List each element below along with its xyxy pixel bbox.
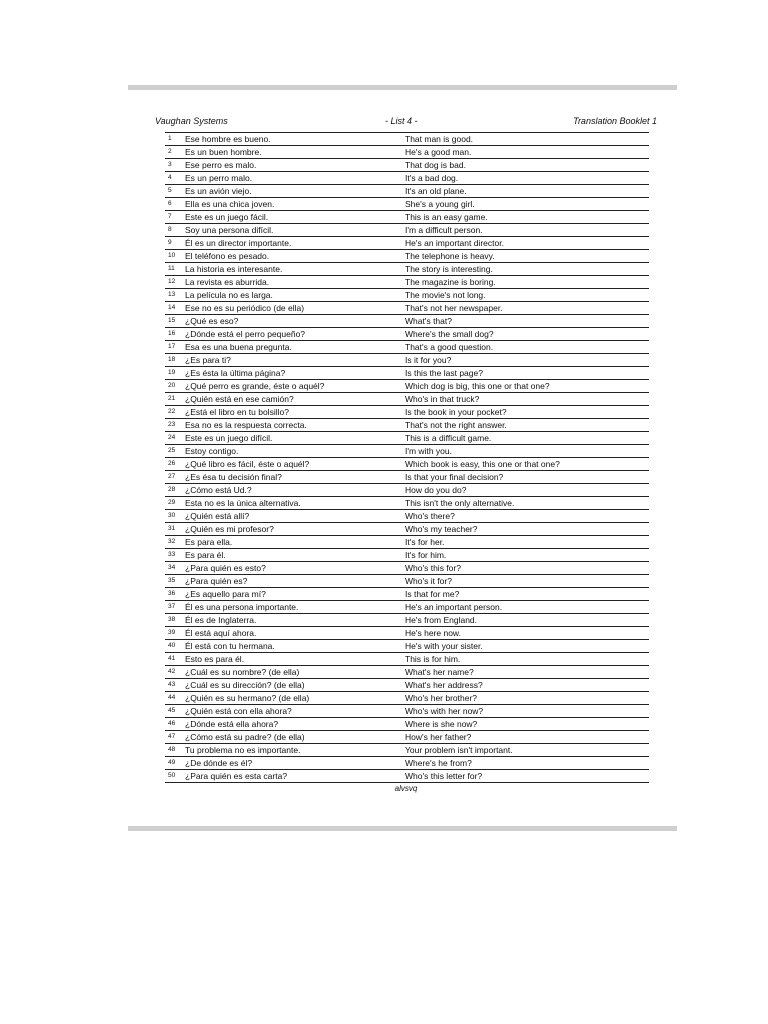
row-number: 28 [165, 484, 185, 497]
english-phrase: How's her father? [405, 731, 649, 744]
english-phrase: Is that your final decision? [405, 471, 649, 484]
english-phrase: That dog is bad. [405, 159, 649, 172]
table-row [165, 393, 649, 406]
table-row [165, 549, 649, 562]
spanish-phrase: El teléfono es pesado. [185, 250, 405, 263]
table-row [165, 562, 649, 575]
table-row [165, 627, 649, 640]
spanish-phrase: La historia es interesante. [185, 263, 405, 276]
table-row [165, 354, 649, 367]
table-row [165, 185, 649, 198]
table-row [165, 614, 649, 627]
english-phrase: He's an important director. [405, 237, 649, 250]
english-phrase: He's here now. [405, 627, 649, 640]
table-row [165, 289, 649, 302]
table-row [165, 588, 649, 601]
table-row [165, 224, 649, 237]
table-row [165, 731, 649, 744]
english-phrase: Who's in that truck? [405, 393, 649, 406]
english-phrase: Is that for me? [405, 588, 649, 601]
spanish-phrase: La revista es aburrida. [185, 276, 405, 289]
table-row [165, 770, 649, 783]
english-phrase: Who's with her now? [405, 705, 649, 718]
spanish-phrase: Esta no es la única alternativa. [185, 497, 405, 510]
english-phrase: That's not the right answer. [405, 419, 649, 432]
row-number: 42 [165, 666, 185, 679]
row-number: 3 [165, 159, 185, 172]
table-row [165, 341, 649, 354]
row-number: 26 [165, 458, 185, 471]
english-phrase: Is it for you? [405, 354, 649, 367]
spanish-phrase: Es para él. [185, 549, 405, 562]
spanish-phrase: Es para ella. [185, 536, 405, 549]
page-footer: alvsvq [394, 784, 418, 793]
row-number: 4 [165, 172, 185, 185]
document-page [155, 112, 657, 793]
english-phrase: Where is she now? [405, 718, 649, 731]
spanish-phrase: Es un buen hombre. [185, 146, 405, 159]
spanish-phrase: ¿Quién es mi profesor? [185, 523, 405, 536]
spanish-phrase: Él es de Inglaterra. [185, 614, 405, 627]
english-phrase: What's her address? [405, 679, 649, 692]
row-number: 7 [165, 211, 185, 224]
row-number: 1 [165, 133, 185, 146]
row-number: 17 [165, 341, 185, 354]
english-phrase: Which book is easy, this one or that one? [405, 458, 649, 471]
spanish-phrase: ¿Quién está en ese camión? [185, 393, 405, 406]
english-phrase: It's for him. [405, 549, 649, 562]
row-number: 27 [165, 471, 185, 484]
top-divider [128, 85, 677, 90]
row-number: 16 [165, 328, 185, 341]
english-phrase: Where's he from? [405, 757, 649, 770]
row-number: 44 [165, 692, 185, 705]
table-row [165, 679, 649, 692]
spanish-phrase: ¿Es ésa tu decisión final? [185, 471, 405, 484]
english-phrase: This is a difficult game. [405, 432, 649, 445]
table-row [165, 315, 649, 328]
spanish-phrase: ¿Quién está con ella ahora? [185, 705, 405, 718]
row-number: 41 [165, 653, 185, 666]
row-number: 14 [165, 302, 185, 315]
spanish-phrase: ¿Qué es eso? [185, 315, 405, 328]
english-phrase: The magazine is boring. [405, 276, 649, 289]
spanish-phrase: ¿Es ésta la última página? [185, 367, 405, 380]
row-number: 35 [165, 575, 185, 588]
spanish-phrase: ¿Qué libro es fácil, éste o aquél? [185, 458, 405, 471]
spanish-phrase: Él es una persona importante. [185, 601, 405, 614]
table-row [165, 419, 649, 432]
english-phrase: Who's there? [405, 510, 649, 523]
spanish-phrase: Él es un director importante. [185, 237, 405, 250]
row-number: 24 [165, 432, 185, 445]
spanish-phrase: ¿De dónde es él? [185, 757, 405, 770]
table-row [165, 159, 649, 172]
english-phrase: That's a good question. [405, 341, 649, 354]
row-number: 40 [165, 640, 185, 653]
spanish-phrase: Esa no es la respuesta correcta. [185, 419, 405, 432]
spanish-phrase: ¿Para quién es? [185, 575, 405, 588]
english-phrase: He's an important person. [405, 601, 649, 614]
english-phrase: This is for him. [405, 653, 649, 666]
row-number: 43 [165, 679, 185, 692]
spanish-phrase: ¿Dónde está el perro pequeño? [185, 328, 405, 341]
table-row [165, 263, 649, 276]
table-row [165, 198, 649, 211]
table-row [165, 666, 649, 679]
table-row [165, 718, 649, 731]
row-number: 10 [165, 250, 185, 263]
spanish-phrase: Estoy contigo. [185, 445, 405, 458]
table-row [165, 523, 649, 536]
english-phrase: It's a bad dog. [405, 172, 649, 185]
english-phrase: Who's her brother? [405, 692, 649, 705]
spanish-phrase: Ella es una chica joven. [185, 198, 405, 211]
row-number: 6 [165, 198, 185, 211]
spanish-phrase: Ese no es su periódico (de ella) [185, 302, 405, 315]
spanish-phrase: Ese perro es malo. [185, 159, 405, 172]
row-number: 13 [165, 289, 185, 302]
row-number: 9 [165, 237, 185, 250]
table-row [165, 432, 649, 445]
row-number: 22 [165, 406, 185, 419]
spanish-phrase: ¿Cómo está Ud.? [185, 484, 405, 497]
spanish-phrase: La película no es larga. [185, 289, 405, 302]
english-phrase: He's a good man. [405, 146, 649, 159]
english-phrase: She's a young girl. [405, 198, 649, 211]
row-number: 50 [165, 770, 185, 783]
english-phrase: Is this the last page? [405, 367, 649, 380]
spanish-phrase: Es un avión viejo. [185, 185, 405, 198]
spanish-phrase: Esto es para él. [185, 653, 405, 666]
table-row [165, 406, 649, 419]
spanish-phrase: ¿Es aquello para mí? [185, 588, 405, 601]
english-phrase: Who's this for? [405, 562, 649, 575]
spanish-phrase: Tu problema no es importante. [185, 744, 405, 757]
row-number: 36 [165, 588, 185, 601]
spanish-phrase: Esa es una buena pregunta. [185, 341, 405, 354]
table-row [165, 133, 649, 146]
english-phrase: What's that? [405, 315, 649, 328]
row-number: 19 [165, 367, 185, 380]
row-number: 18 [165, 354, 185, 367]
header-publisher: Vaughan Systems [155, 116, 228, 126]
row-number: 11 [165, 263, 185, 276]
english-phrase: He's with your sister. [405, 640, 649, 653]
table-row [165, 705, 649, 718]
spanish-phrase: ¿Cuál es su nombre? (de ella) [185, 666, 405, 679]
table-row [165, 328, 649, 341]
row-number: 39 [165, 627, 185, 640]
row-number: 12 [165, 276, 185, 289]
spanish-phrase: Él está aquí ahora. [185, 627, 405, 640]
table-row [165, 172, 649, 185]
header-list-title: - List 4 - [385, 116, 418, 126]
english-phrase: Is the book in your pocket? [405, 406, 649, 419]
english-phrase: This is an easy game. [405, 211, 649, 224]
english-phrase: This isn't the only alternative. [405, 497, 649, 510]
table-row [165, 250, 649, 263]
row-number: 45 [165, 705, 185, 718]
spanish-phrase: Este es un juego fácil. [185, 211, 405, 224]
row-number: 38 [165, 614, 185, 627]
english-phrase: Which dog is big, this one or that one? [405, 380, 649, 393]
row-number: 5 [165, 185, 185, 198]
row-number: 29 [165, 497, 185, 510]
table-row [165, 471, 649, 484]
row-number: 2 [165, 146, 185, 159]
english-phrase: It's an old plane. [405, 185, 649, 198]
english-phrase: Your problem isn't important. [405, 744, 649, 757]
english-phrase: It's for her. [405, 536, 649, 549]
english-phrase: Who's it for? [405, 575, 649, 588]
header-booklet-title: Translation Booklet 1 [573, 116, 657, 126]
english-phrase: I'm with you. [405, 445, 649, 458]
spanish-phrase: ¿Quién es su hermano? (de ella) [185, 692, 405, 705]
table-row [165, 458, 649, 471]
english-phrase: How do you do? [405, 484, 649, 497]
spanish-phrase: ¿Está el libro en tu bolsillo? [185, 406, 405, 419]
table-row [165, 640, 649, 653]
row-number: 8 [165, 224, 185, 237]
spanish-phrase: ¿Qué perro es grande, éste o aquél? [185, 380, 405, 393]
row-number: 21 [165, 393, 185, 406]
row-number: 48 [165, 744, 185, 757]
row-number: 30 [165, 510, 185, 523]
row-number: 15 [165, 315, 185, 328]
bottom-divider [128, 826, 677, 831]
spanish-phrase: ¿Quién está allí? [185, 510, 405, 523]
table-row [165, 497, 649, 510]
english-phrase: Who's this letter for? [405, 770, 649, 783]
row-number: 31 [165, 523, 185, 536]
english-phrase: I'm a difficult person. [405, 224, 649, 237]
english-phrase: That's not her newspaper. [405, 302, 649, 315]
spanish-phrase: ¿Para quién es esto? [185, 562, 405, 575]
table-row [165, 744, 649, 757]
row-number: 33 [165, 549, 185, 562]
table-row [165, 380, 649, 393]
english-phrase: Where's the small dog? [405, 328, 649, 341]
english-phrase: He's from England. [405, 614, 649, 627]
table-row [165, 692, 649, 705]
row-number: 37 [165, 601, 185, 614]
table-row [165, 237, 649, 250]
row-number: 46 [165, 718, 185, 731]
spanish-phrase: ¿Para quién es esta carta? [185, 770, 405, 783]
table-row [165, 510, 649, 523]
table-row [165, 276, 649, 289]
table-row [165, 757, 649, 770]
spanish-phrase: ¿Cuál es su dirección? (de ella) [185, 679, 405, 692]
spanish-phrase: Ese hombre es bueno. [185, 133, 405, 146]
row-number: 23 [165, 419, 185, 432]
row-number: 20 [165, 380, 185, 393]
english-phrase: The story is interesting. [405, 263, 649, 276]
english-phrase: Who's my teacher? [405, 523, 649, 536]
table-row [165, 484, 649, 497]
table-row [165, 445, 649, 458]
translation-table [165, 132, 649, 783]
spanish-phrase: Él está con tu hermana. [185, 640, 405, 653]
table-row [165, 211, 649, 224]
spanish-phrase: ¿Cómo está su padre? (de ella) [185, 731, 405, 744]
table-row [165, 302, 649, 315]
table-row [165, 601, 649, 614]
row-number: 32 [165, 536, 185, 549]
table-row [165, 653, 649, 666]
page-header [155, 112, 657, 132]
table-row [165, 536, 649, 549]
spanish-phrase: Soy una persona difícil. [185, 224, 405, 237]
table-row [165, 146, 649, 159]
row-number: 25 [165, 445, 185, 458]
spanish-phrase: ¿Es para ti? [185, 354, 405, 367]
spanish-phrase: Este es un juego difícil. [185, 432, 405, 445]
english-phrase: What's her name? [405, 666, 649, 679]
spanish-phrase: Es un perro malo. [185, 172, 405, 185]
table-row [165, 367, 649, 380]
english-phrase: The movie's not long. [405, 289, 649, 302]
spanish-phrase: ¿Dónde está ella ahora? [185, 718, 405, 731]
english-phrase: That man is good. [405, 133, 649, 146]
table-row [165, 575, 649, 588]
row-number: 47 [165, 731, 185, 744]
translation-rows [165, 133, 649, 783]
english-phrase: The telephone is heavy. [405, 250, 649, 263]
row-number: 49 [165, 757, 185, 770]
row-number: 34 [165, 562, 185, 575]
